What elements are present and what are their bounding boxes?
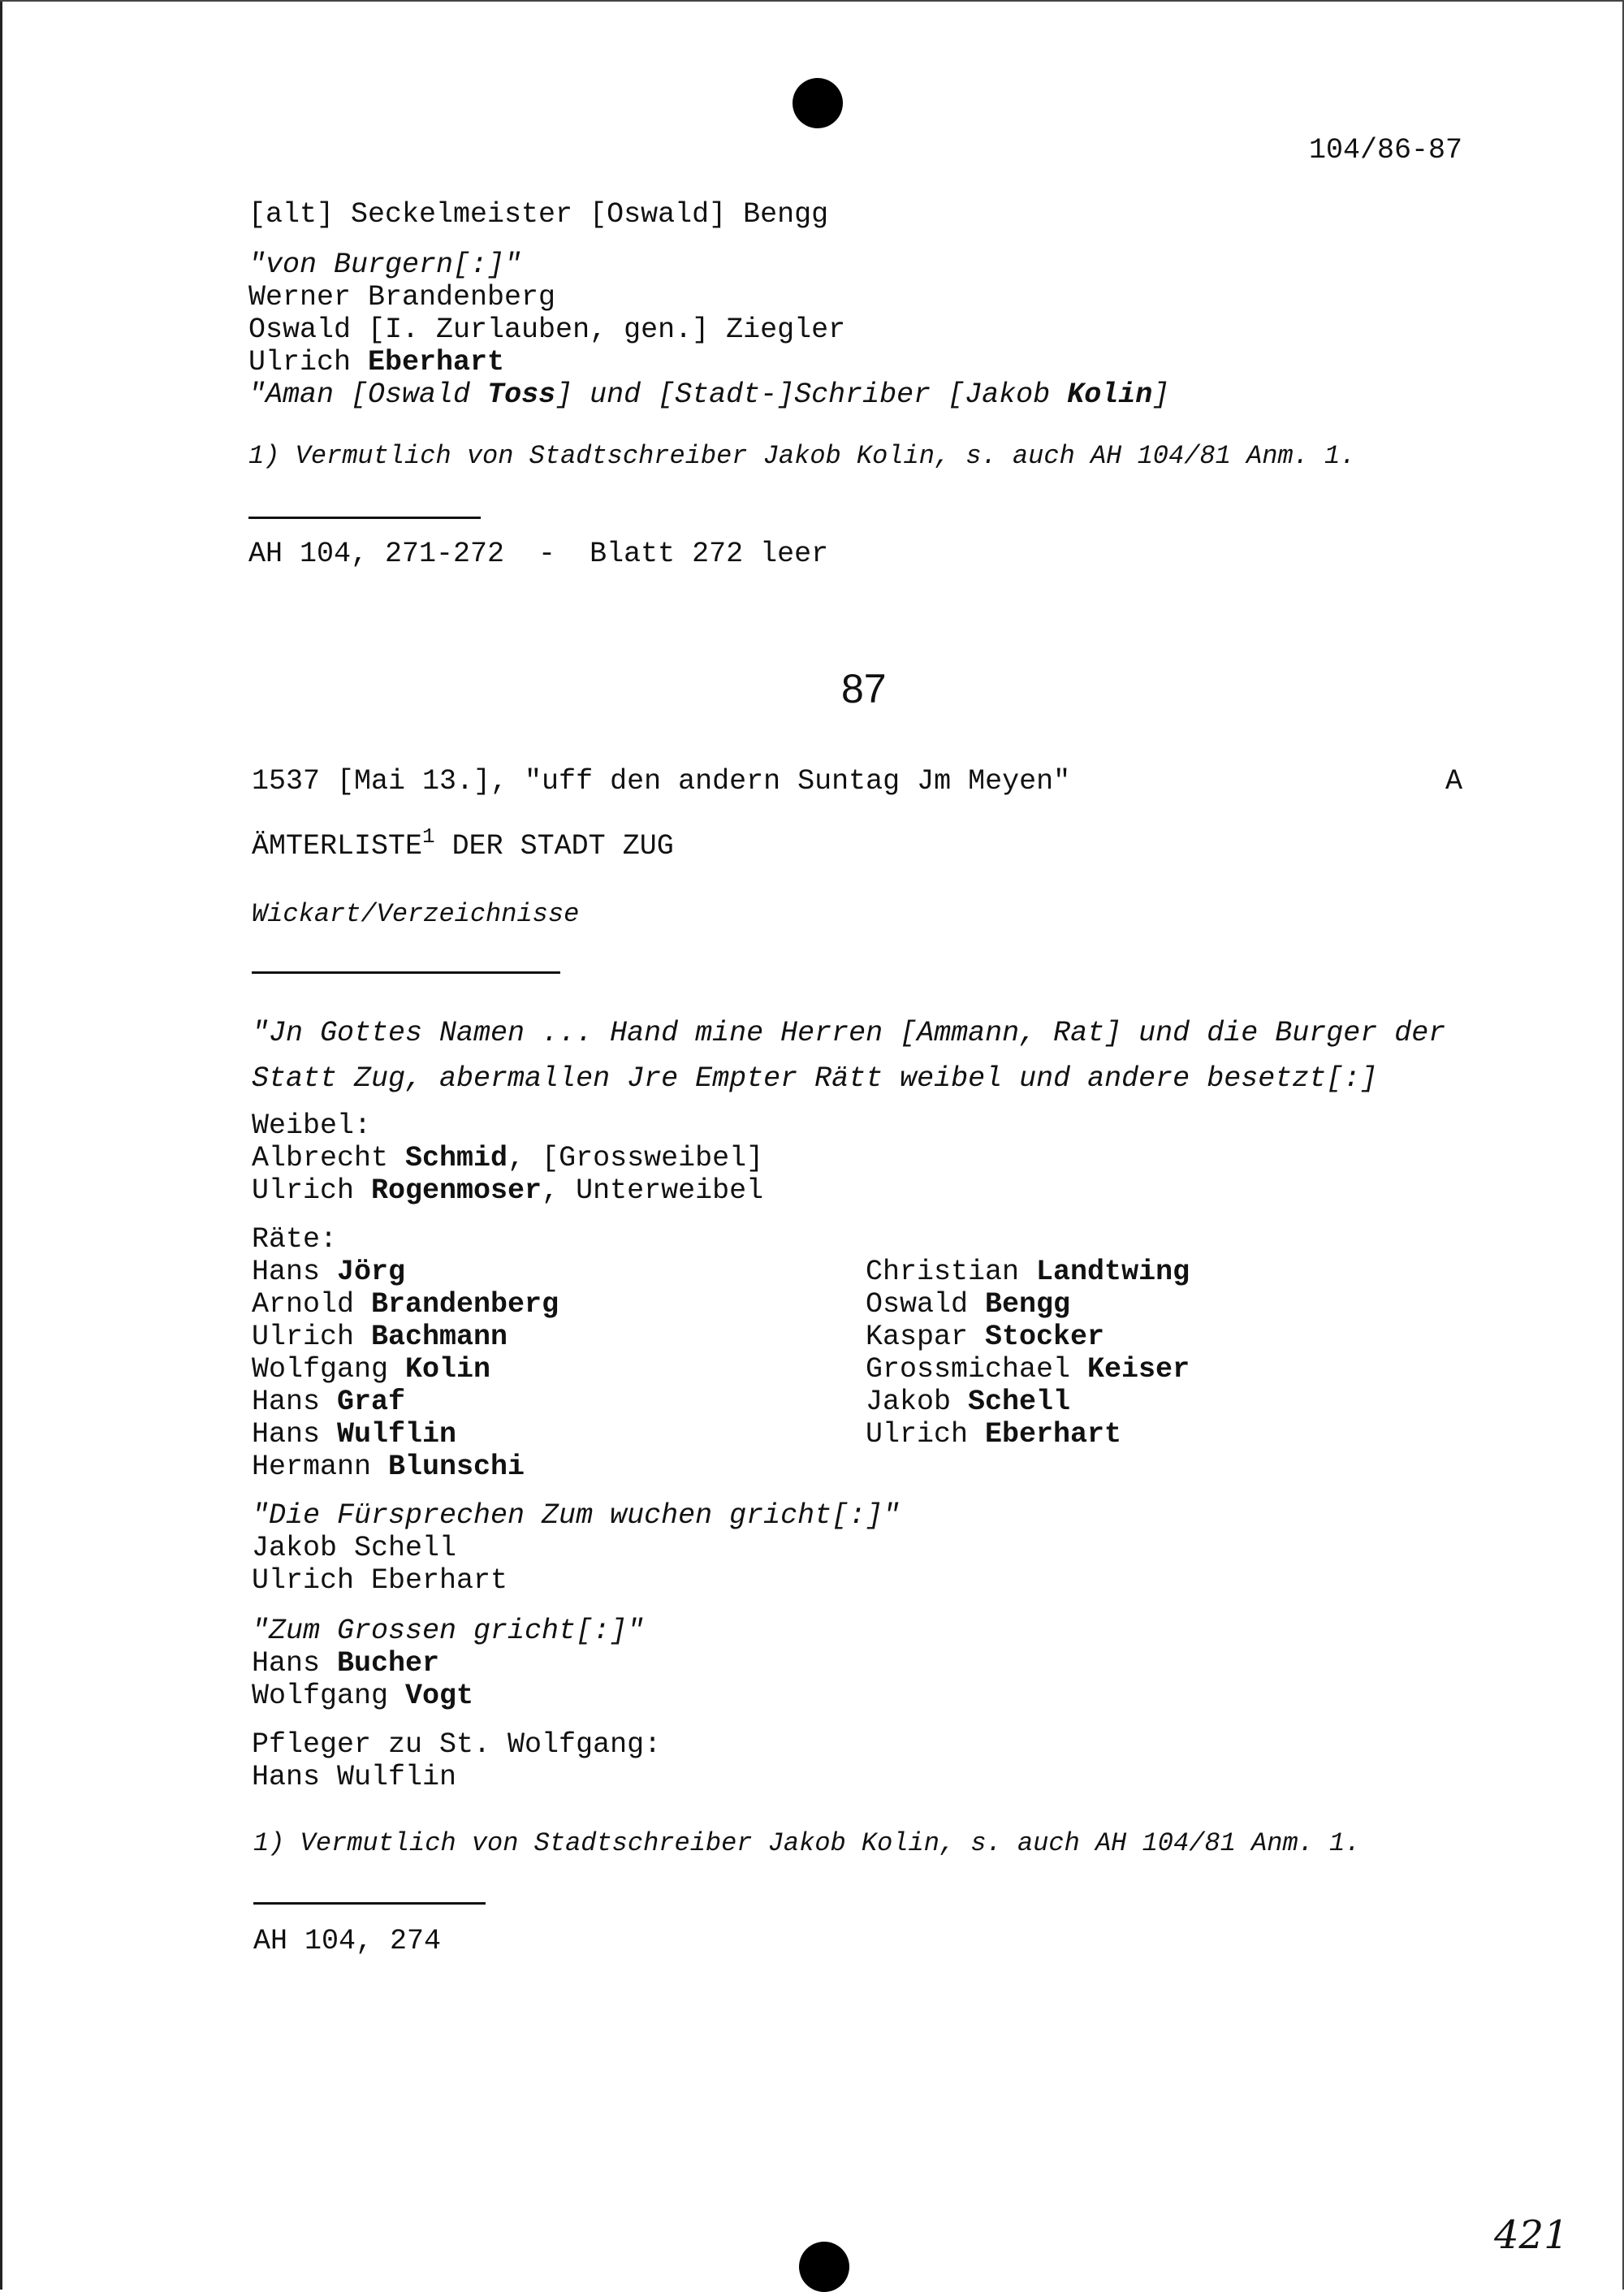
entry-source: AH 104, 274 [253,1925,442,1957]
raete-item: Hans Graf [252,1386,406,1418]
gericht-heading: "Zum Grossen gricht[:]" [252,1615,645,1647]
footnote-divider-2 [253,1902,486,1905]
gericht-section [252,1615,644,1712]
page-edge-left [0,0,2,2290]
prev-entry-quote1: "von Burgern[:]" [248,249,522,281]
raete-item: Wolfgang Kolin [252,1353,491,1386]
binder-hole-top [793,78,843,128]
raete-heading: Räte: [252,1223,338,1256]
prev-entry-footnote: 1) Vermutlich von Stadtschreiber Jakob Kolin, s. auch AH 104/81 Anm. 1. [248,441,1356,471]
fuersprechen-heading: "Die Fürsprechen Zum wuchen gricht[:]" [252,1499,901,1532]
pfleger-item: Hans Wulflin [252,1761,457,1793]
prev-entry-name-3: Ulrich Eberhart [248,346,505,378]
binder-hole-bottom [799,2242,849,2292]
raete-item: Grossmichael Keiser [866,1353,1190,1386]
entry-intro-2: Statt Zug, abermallen Jre Empter Rätt weibel und andere besetzt[:] [252,1062,1378,1095]
page-edge-top [0,0,1624,2]
raete-item: Ulrich Eberhart [866,1418,1122,1451]
fuersprechen-section [252,1499,900,1597]
entry-title: ÄMTERLISTE$^1$ DER STADT ZUG [252,824,674,863]
raete-item: Oswald Bengg [866,1288,1071,1321]
raete-item: Arnold Brandenberg [252,1288,559,1321]
page-reference: 104/86-87 [1309,134,1463,166]
prev-entry-name-2: Oswald [I. Zurlauben, gen.] Ziegler [248,314,846,346]
prev-entry-quote2: "Aman [Oswald Toss] und [Stadt-]Schriber [Jakob Kolin] [248,378,1170,411]
raete-left-column [252,1223,559,1483]
raete-item: Hans Jörg [252,1256,406,1288]
raete-item: Ulrich Bachmann [252,1321,508,1353]
prev-entry-name-1: Werner Brandenberg [248,281,556,314]
entry-category: A [1445,765,1463,798]
weibel-heading: Weibel: [252,1109,372,1142]
raete-right-column [866,1256,1190,1451]
footnote-divider-1 [248,517,481,519]
entry-footnote: 1) Vermutlich von Stadtschreiber Jakob Kolin, s. auch AH 104/81 Anm. 1. [253,1828,1361,1858]
handwritten-page-number: 421 [1494,2212,1569,2258]
gericht-item: Hans Bucher [252,1647,440,1680]
raete-item: Hermann Blunschi [252,1451,525,1483]
archive-divider [252,971,560,974]
pfleger-heading: Pfleger zu St. Wolfgang: [252,1728,662,1761]
raete-item: Christian Landtwing [866,1256,1190,1288]
weibel-item: Albrecht Schmid, [Grossweibel] [252,1142,764,1174]
prev-entry-line1: [alt] Seckelmeister [Oswald] Bengg [248,198,829,231]
weibel-item: Ulrich Rogenmoser, Unterweibel [252,1174,764,1207]
gericht-item: Wolfgang Vogt [252,1680,474,1712]
fuersprechen-item: Jakob Schell [252,1532,457,1564]
prev-entry-list [248,249,1169,411]
entry-archive: Wickart/Verzeichnisse [252,899,580,929]
entry-date-line: 1537 [Mai 13.], "uff den andern Suntag Jm Meyen" [252,765,1071,798]
pfleger-section [252,1728,661,1793]
fuersprechen-item: Ulrich Eberhart [252,1564,508,1597]
raete-item: Kaspar Stocker [866,1321,1105,1353]
raete-item: Jakob Schell [866,1386,1071,1418]
raete-item: Hans Wulflin [252,1418,457,1451]
entry-intro-1: "Jn Gottes Namen ... Hand mine Herren [Ammann, Rat] und die Burger der [252,1017,1446,1049]
prev-entry-source: AH 104, 271-272 - Blatt 272 leer [248,538,829,570]
weibel-section [252,1109,763,1207]
entry-number: 87 [841,666,887,711]
